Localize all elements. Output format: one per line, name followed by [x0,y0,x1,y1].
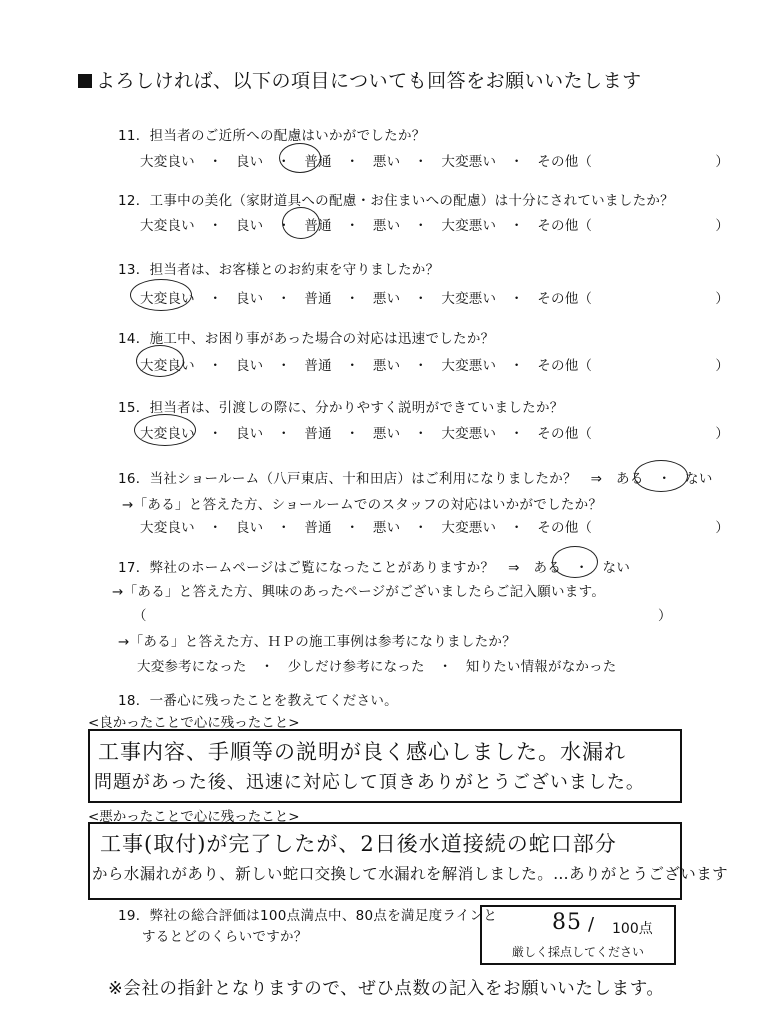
good-label: <良かったことで心に残ったこと> [88,715,300,731]
score-max: 100点 [612,921,653,937]
bad-answer-line1: 工事(取付)が完了したが、2日後水道接続の蛇口部分 [100,832,617,856]
score-value: 85 [552,910,582,935]
q13-answer-circle [130,279,192,311]
q11-question: 11．担当者のご近所への配慮はいかがでしたか？ [118,128,426,144]
q16-question: 16．当社ショールーム（八戸東店、十和田店）はご利用になりましたか？ ⇒ ある ・ ない [118,471,713,487]
q12-options: 大変良い ・ 良い ・ 普通 ・ 悪い ・ 大変悪い ・ その他（ ） [140,218,730,234]
q17-paren-open: （ [133,608,147,624]
page-heading [78,66,642,93]
q19-question-line1: 19．弊社の総合評価は100点満点中、80点を満足度ラインと [118,908,498,924]
square-bullet-icon [78,74,92,88]
bad-answer-line2: から水漏れがあり、新しい蛇口交換して水漏れを解消しました。…ありがとうございます [92,865,729,883]
q16-options: 大変良い ・ 良い ・ 普通 ・ 悪い ・ 大変悪い ・ その他（ ） [140,520,730,536]
q11-options: 大変良い ・ 良い ・ 普通 ・ 悪い ・ 大変悪い ・ その他（ ） [140,154,730,170]
q15-answer-circle [134,414,196,446]
q14-answer-circle [136,345,184,377]
q14-options: 大変良い ・ 良い ・ 普通 ・ 悪い ・ 大変悪い ・ その他（ ） [140,358,730,374]
good-answer-line2: 問題があった後、迅速に対応して頂きありがとうございました。 [94,772,645,793]
score-note: 厳しく採点してください [512,945,645,959]
bad-label: <悪かったことで心に残ったこと> [88,809,300,825]
q11-answer-circle [279,143,321,173]
q17-paren-close: ） [658,608,672,624]
q17-answer-circle [552,546,598,578]
q16-sub: →「ある」と答えた方、ショールームでのスタッフの対応はいかがでしたか？ [122,497,603,513]
q18-question: 18．一番心に残ったことを教えてください。 [118,693,398,709]
q17-sub2: →「ある」と答えた方、ＨＰの施工事例は参考になりましたか？ [118,634,517,650]
heading-text: よろしければ、以下の項目についても回答をお願いいたします [96,70,642,92]
q14-question: 14．施工中、お困り事があった場合の対応は迅速でしたか？ [118,331,495,347]
q17-question: 17．弊社のホームページはご覧になったことがありますか？ ⇒ ある ・ ない [118,560,631,576]
q19-question-line2: するとどのくらいですか？ [142,929,308,945]
q12-question: 12．工事中の美化（家財道具への配慮・お住まいへの配慮）は十分にされていましたか？ [118,193,674,209]
footer-note: ※会社の指針となりますので、ぜひ点数の記入をお願いいたします。 [108,979,665,999]
q15-question: 15．担当者は、引渡しの際に、分かりやすく説明ができていましたか？ [118,400,564,416]
q16-answer-circle [634,460,688,492]
q17-sub1: →「ある」と答えた方、興味のあったページがございましたらご記入願います。 [112,584,606,600]
q13-question: 13．担当者は、お客様とのお約束を守りましたか？ [118,262,440,278]
q13-options: 大変良い ・ 良い ・ 普通 ・ 悪い ・ 大変悪い ・ その他（ ） [140,291,730,307]
q15-options: 大変良い ・ 良い ・ 普通 ・ 悪い ・ 大変悪い ・ その他（ ） [140,426,730,442]
good-answer-line1: 工事内容、手順等の説明が良く感心しました。水漏れ [98,740,626,764]
q17-options: 大変参考になった ・ 少しだけ参考になった ・ 知りたい情報がなかった [137,659,617,675]
q12-answer-circle [282,207,320,239]
score-slash: / [588,914,595,935]
